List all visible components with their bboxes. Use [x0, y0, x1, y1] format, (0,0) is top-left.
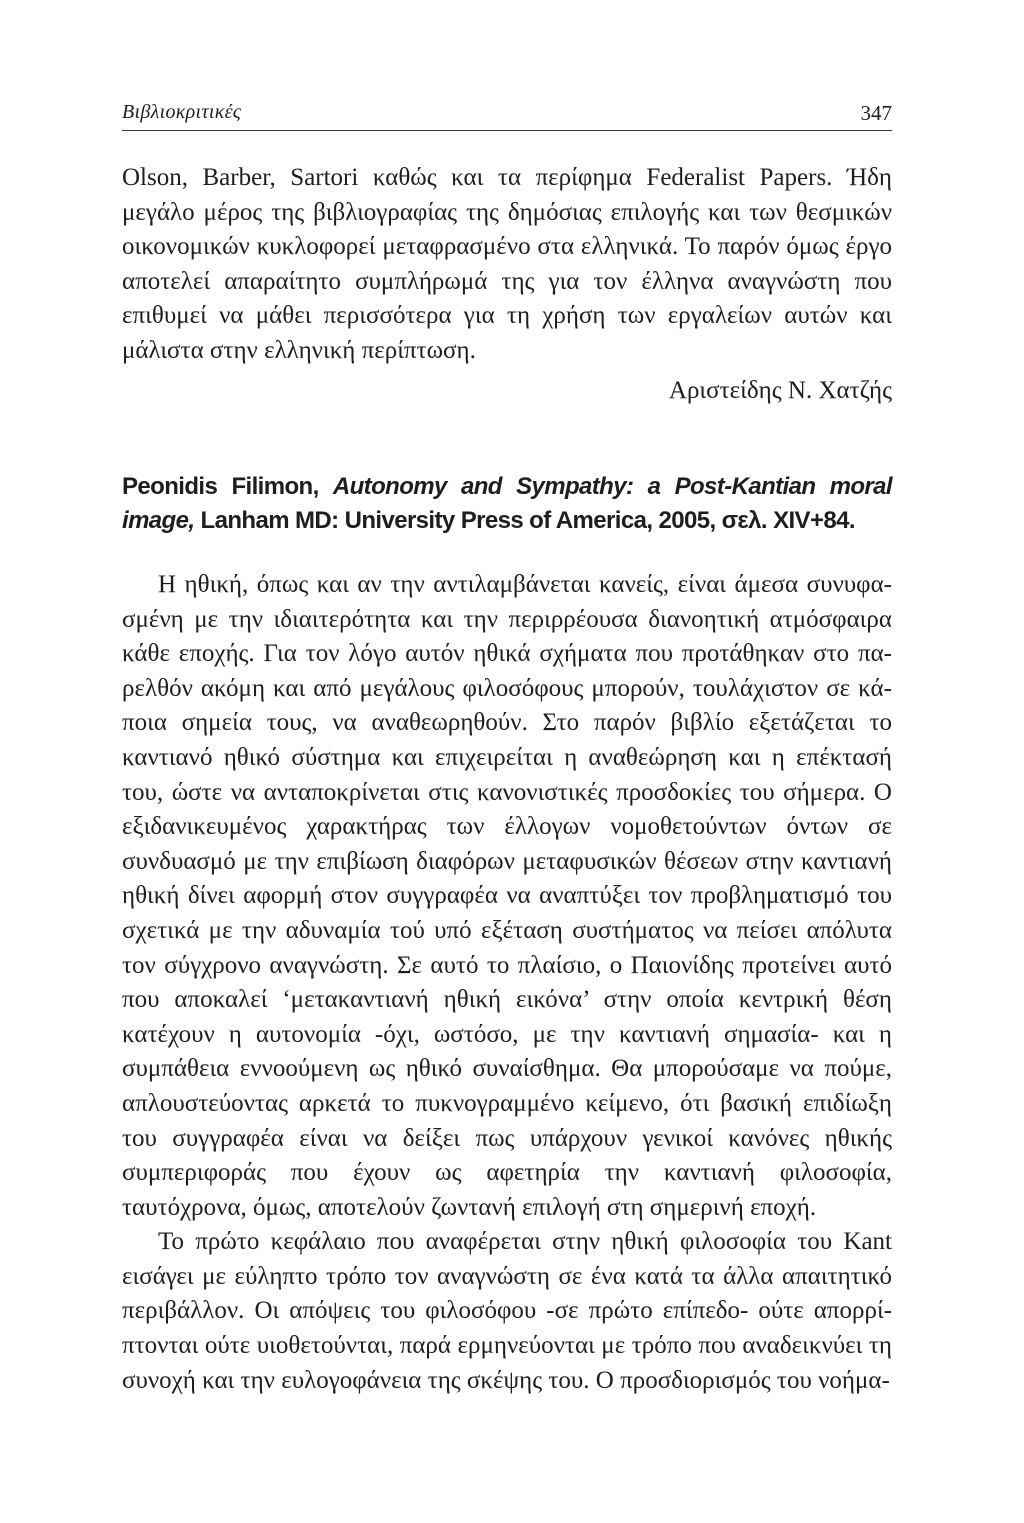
page-number: 347: [860, 101, 892, 125]
running-title: Βιβλιοκριτικές: [122, 101, 242, 123]
book-author: Peonidis Filimon,: [122, 473, 319, 500]
review-paragraph: Το πρώτο κεφάλαιο που αναφέρεται στην ηθική φιλοσοφία του Kant εισάγει με εύληπτο τρόπο τον αναγνώστη σε ένα κατά τα άλλα απαιτητικό περιβάλλον. Οι απόψεις του φιλοσόφου -σε πρώτο επίπεδο- ούτε απορρίπτονται ούτε υιοθετούνται, παρά ερμηνεύονται με τρόπο που αναδεικνύει τη συνοχή και την ευλογοφάνεια της σκέψης του. Ο προσδιορισμός του νοήμα-: [122, 1228, 892, 1394]
review-body: [122, 568, 892, 1398]
previous-review-ending: [122, 161, 892, 369]
review-paragraph: Η ηθική, όπως και αν την αντιλαμβάνεται κανείς, είναι άμεσα συνυφασμένη με την ιδιαιτερότητα και την περιρρέουσα διανοητική ατμόσφαιρα κάθε εποχής. Για τον λόγο αυτόν ηθικά σχήματα που προτάθηκαν στο παρελθόν ακόμη και από μεγάλους φιλοσόφους μπορούν, τουλάχιστον σε κάποια σημεία τους, να αναθεωρηθούν. Στο παρόν βιβλίο εξετάζεται το καντιανό ηθικό σύστημα και επιχειρείται η αναθεώρηση και η επέκτασή του, ώστε να ανταποκρίνεται στις κανονιστικές προσδοκίες του σήμερα. Ο εξιδανικευμένος χαρακτήρας των έλλογων νομοθετούντων όντων σε συνδυασμό με την επιβίωση διαφόρων μεταφυσικών θέσεων στην καντιανή ηθική δίνει αφορμή στον συγγραφέα να αναπτύξει τον προβληματισμό του σχετικά με την αδυναμία τού υπό εξέταση συστήματος να πείσει απόλυτα τον σύγχρονο αναγνώστη. Σε αυτό το πλαίσιο, ο Παιονίδης προτείνει αυτό που αποκαλεί ‘μετακαντιανή ηθική εικόνα’ στην οποία κεντρική θέση κατέχουν η αυτονομία -όχι, ωστόσο, με την καντιανή σημασία- και η συμπάθεια εννοούμενη ως ηθικό συναίσθημα. Θα μπορούσαμε να πούμε, απλουστεύοντας αρκετά το πυκνογραμμένο κείμενο, ότι βασική επιδίωξη του συγγραφέα είναι να δείξει πως υπάρχουν γενικοί κανόνες ηθικής συμπεριφοράς που έχουν ως αφετηρία την καντιανή φιλοσοφία, ταυτόχρονα, όμως, αποτελούν ζωντανή επιλογή στη σημερινή εποχή.: [122, 571, 892, 1221]
book-publication: Lanham MD: University Press of America, 2005, σελ. XIV+84.: [200, 507, 855, 534]
book-title: Autonomy and Sympathy: a Post-Kantian moral image,: [122, 473, 892, 534]
running-header: [122, 100, 892, 131]
previous-review-text: Olson, Barber, Sartori καθώς και τα περίφημα Federalist Papers. Ήδη μεγάλο μέρος της βιβλιογραφίας της δημόσιας επιλογής και των θεσμικών οικονομικών κυκλοφορεί μεταφρασμένο στα ελληνικά. Το παρόν όμως έργο αποτελεί απαραίτητο συμπλήρωμά της για τον έλληνα αναγνώστη που επιθυμεί να μάθει περισσότερα για τη χρήση των εργαλείων αυτών και μάλιστα στην ελληνική περίπτωση.: [122, 164, 892, 364]
reviewer-signature: Αριστείδης Ν. Χατζής: [668, 377, 892, 404]
review-heading: [122, 470, 892, 538]
